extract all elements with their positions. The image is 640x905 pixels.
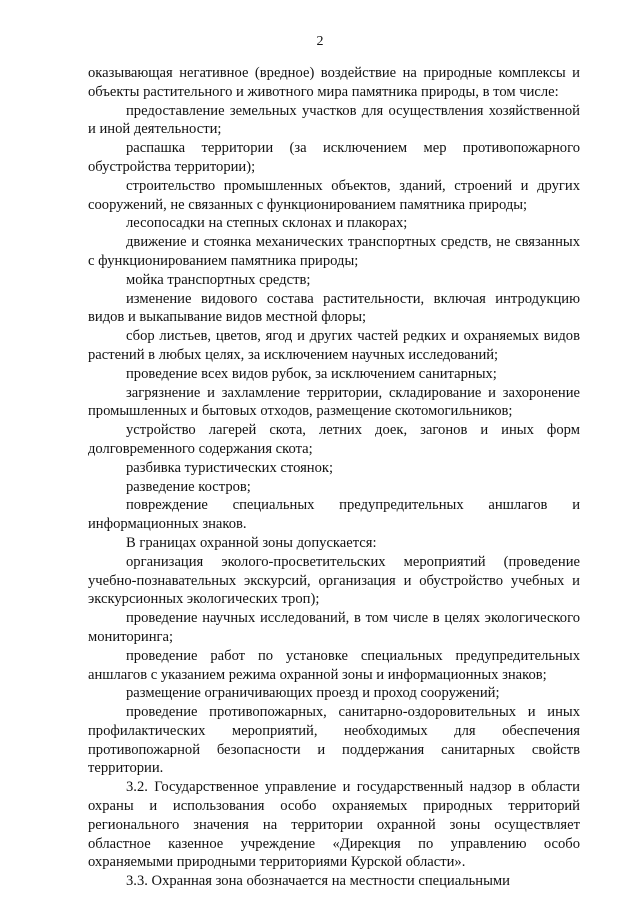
- paragraph: лесопосадки на степных склонах и плакорах;: [126, 215, 408, 232]
- body-text: [88, 64, 580, 891]
- paragraph: В границах охранной зоны допускается:: [126, 534, 377, 551]
- paragraph: загрязнение и захламление территории, складирование и захоронение промышленных и бытовых отходов, размещение скотомогильников;: [88, 384, 580, 420]
- paragraph: проведение научных исследований, в том числе в целях экологического мониторинга;: [88, 610, 580, 645]
- paragraph: 3.3. Охранная зона обозначается на местности специальными: [126, 873, 510, 890]
- paragraph: мойка транспортных средств;: [126, 271, 311, 288]
- paragraph: строительство промышленных объектов, зданий, строений и других сооружений, не связанных с функционированием памятника природы;: [88, 177, 580, 213]
- paragraph: сбор листьев, цветов, ягод и других частей редких и охраняемых видов растений в любых целях, за исключением научных исследований;: [88, 328, 580, 363]
- paragraph: предоставление земельных участков для осуществления хозяйственной и иной деятельности;: [88, 102, 580, 138]
- paragraph: разведение костров;: [126, 478, 251, 495]
- paragraph: проведение работ по установке специальных предупредительных аншлагов с указанием режима охранной зоны и информационных знаков;: [88, 647, 580, 683]
- paragraph: организация эколого-просветительских мероприятий (проведение учебно-познавательных экскурсий, организация и обустройство учебных и экскурсионных экологических троп);: [88, 553, 580, 608]
- page-number: 2: [316, 34, 324, 49]
- paragraph: разбивка туристических стоянок;: [126, 459, 334, 476]
- paragraph: распашка территории (за исключением мер противопожарного обустройства территории);: [88, 140, 580, 175]
- paragraph: движение и стоянка механических транспортных средств, не связанных с функционированием памятника природы;: [88, 234, 580, 269]
- paragraph: устройство лагерей скота, летних доек, загонов и иных форм долговременного содержания скота;: [88, 422, 580, 457]
- paragraph: размещение ограничивающих проезд и проход сооружений;: [126, 685, 500, 702]
- paragraph: проведение всех видов рубок, за исключением санитарных;: [126, 365, 497, 382]
- paragraph: изменение видового состава растительности, включая интродукцию видов и выкапывание видов местной флоры;: [88, 290, 580, 326]
- paragraph: проведение противопожарных, санитарно-оздоровительных и иных профилактических мероприятий, необходимых для обеспечения противопожарной безопасности и поддержания санитарных свойств территории.: [88, 704, 580, 777]
- paragraph: оказывающая негативное (вредное) воздействие на природные комплексы и объекты растительного и животного мира памятника природы, в том числе:: [88, 65, 580, 100]
- paragraph: 3.2. Государственное управление и государственный надзор в области охраны и использования особо охраняемых природных территорий регионального значения на территории охранной зоны осуществляет областное казенное учреждение «Дирекция по управлению особо охраняемыми природными территориями Курской области».: [88, 779, 580, 871]
- paragraph: повреждение специальных предупредительных аншлагов и информационных знаков.: [88, 497, 580, 533]
